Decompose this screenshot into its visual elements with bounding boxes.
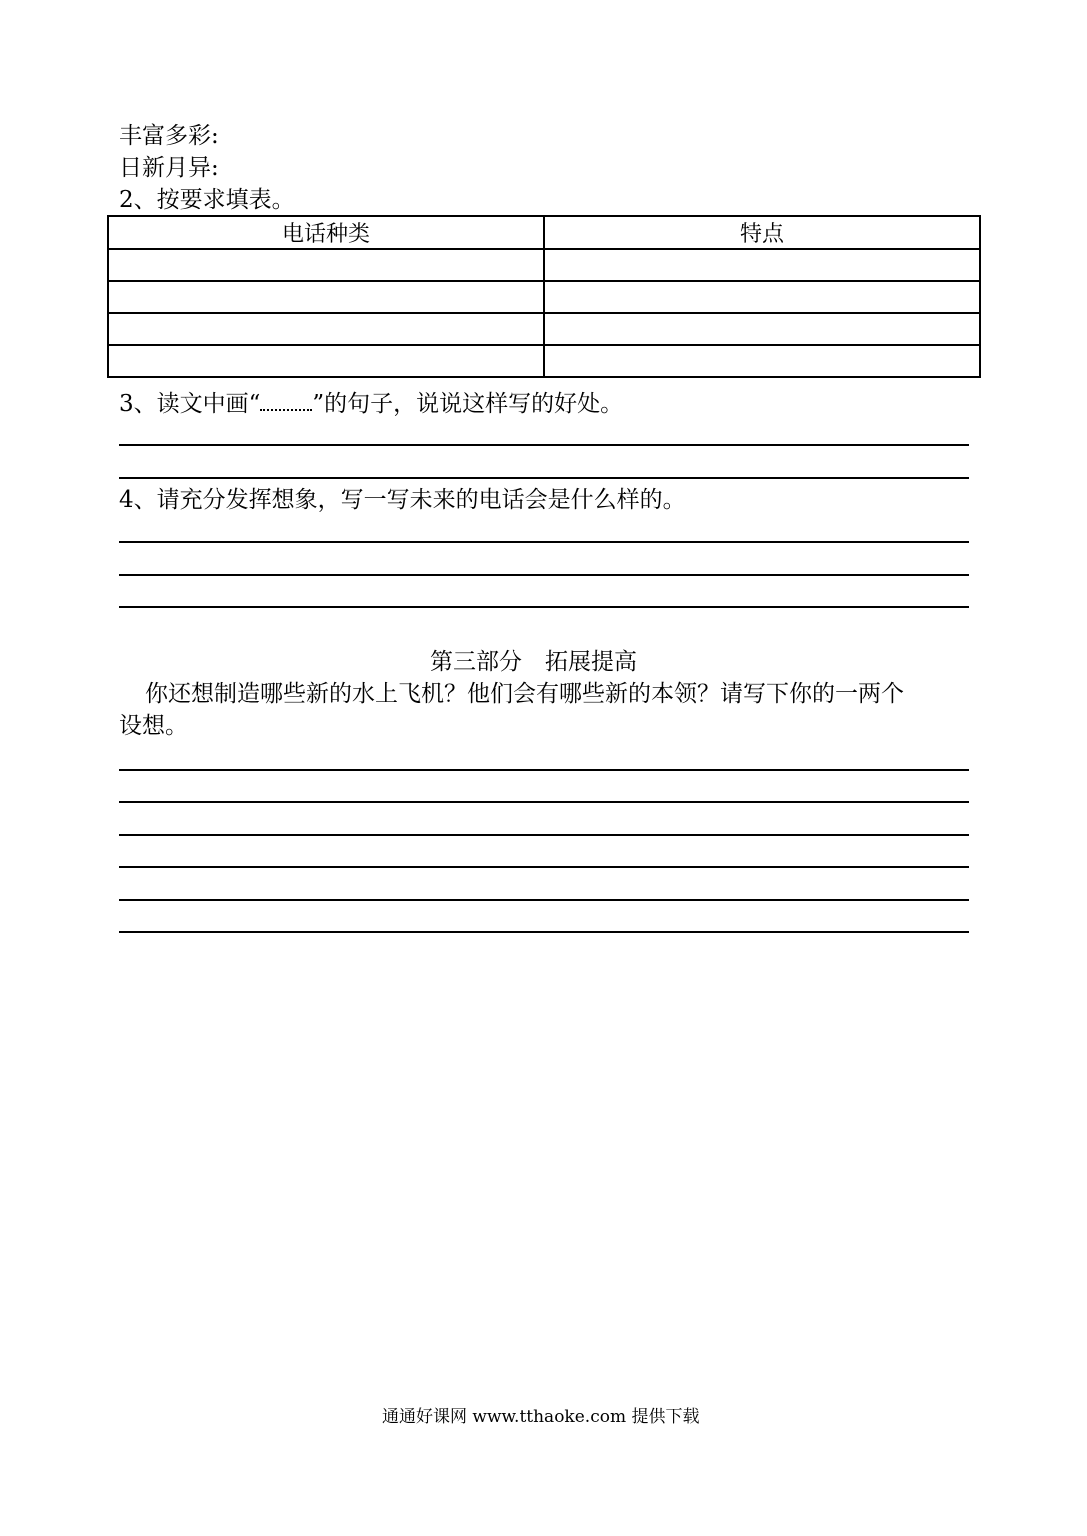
- table-cell[interactable]: [108, 249, 544, 281]
- table-cell[interactable]: [108, 345, 544, 377]
- answer-line[interactable]: [119, 769, 969, 771]
- question-2-title: 2、按要求填表。: [119, 187, 295, 213]
- footer-credit: 通通好课网 www.tthaoke.com 提供下载: [382, 1407, 700, 1427]
- table-cell[interactable]: [544, 345, 980, 377]
- answer-line[interactable]: [119, 801, 969, 803]
- answer-line[interactable]: [119, 444, 969, 446]
- question-3-suffix: ”的句子，说说这样写的好处。: [312, 391, 624, 417]
- table-row: [108, 281, 980, 313]
- table-cell[interactable]: [108, 313, 544, 345]
- question-3-prefix: 3、读文中画“: [119, 391, 261, 417]
- table-row: [108, 345, 980, 377]
- answer-line[interactable]: [119, 866, 969, 868]
- question-4-title: 4、请充分发挥想象，写一写未来的电话会是什么样的。: [119, 487, 686, 513]
- table-header-row: [108, 216, 980, 249]
- phone-type-table: [107, 215, 981, 378]
- answer-line[interactable]: [119, 899, 969, 901]
- wavy-underline-mark: [260, 395, 312, 411]
- table-cell[interactable]: [108, 281, 544, 313]
- table-cell[interactable]: [544, 249, 980, 281]
- part-3-heading: 第三部分 拓展提高: [430, 649, 637, 675]
- header-feature: 特点: [544, 216, 980, 249]
- question-3-title: [119, 388, 623, 420]
- table-cell[interactable]: [544, 281, 980, 313]
- word-fengfuduocai: 丰富多彩:: [119, 123, 219, 149]
- answer-line[interactable]: [119, 541, 969, 543]
- word-rixinyueyi: 日新月异:: [119, 155, 219, 181]
- header-phone-type: 电话种类: [108, 216, 544, 249]
- answer-line[interactable]: [119, 606, 969, 608]
- answer-line[interactable]: [119, 477, 969, 479]
- answer-line[interactable]: [119, 574, 969, 576]
- part-3-prompt-line-1: 你还想制造哪些新的水上飞机？他们会有哪些新的本领？请写下你的一两个: [145, 681, 904, 707]
- answer-line[interactable]: [119, 931, 969, 933]
- table-row: [108, 249, 980, 281]
- table-row: [108, 313, 980, 345]
- part-3-prompt-line-2: 设想。: [119, 713, 188, 739]
- answer-line[interactable]: [119, 834, 969, 836]
- table-cell[interactable]: [544, 313, 980, 345]
